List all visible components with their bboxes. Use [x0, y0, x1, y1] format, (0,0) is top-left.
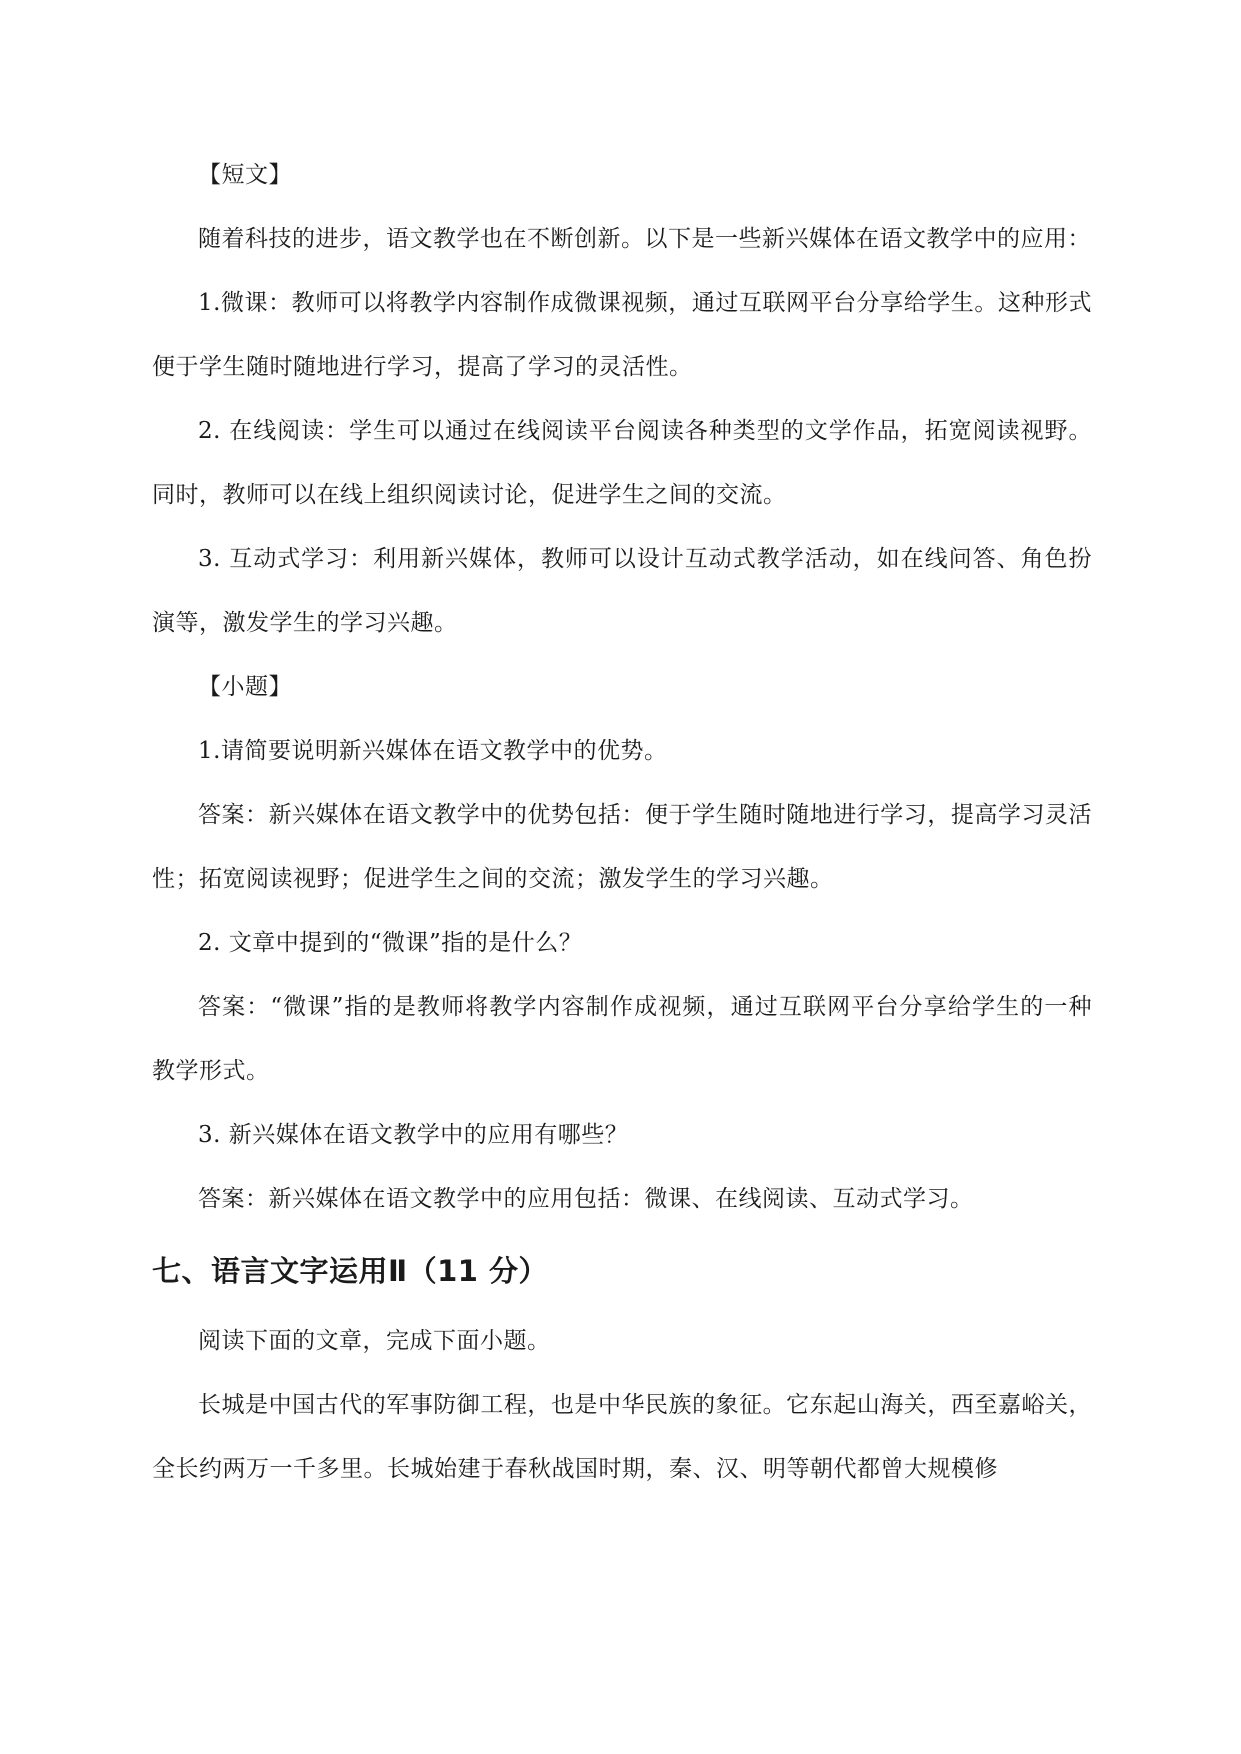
passage-intro: 随着科技的进步，语文教学也在不断创新。以下是一些新兴媒体在语文教学中的应用：: [198, 226, 1091, 252]
section-paragraph: 长城是中国古代的军事防御工程，也是中华民族的象征。它东起山海关，西至嘉峪关，全长约两万一千多里。长城始建于春秋战国时期，秦、汉、明等朝代都曾大规模修: [152, 1392, 1092, 1482]
question-2: 2. 文章中提到的“微课”指的是什么？: [198, 930, 583, 956]
answer-3: 答案：新兴媒体在语文教学中的应用包括：微课、在线阅读、互动式学习。: [198, 1186, 974, 1212]
answer-2: 答案：“微课”指的是教师将教学内容制作成视频，通过互联网平台分享给学生的一种教学形式。: [152, 994, 1092, 1084]
section-instruction: 阅读下面的文章，完成下面小题。: [198, 1328, 551, 1354]
passage-item-1: 1.微课：教师可以将教学内容制作成微课视频，通过互联网平台分享给学生。这种形式便于学生随时随地进行学习，提高了学习的灵活性。: [152, 290, 1092, 380]
passage-label: 【短文】: [198, 162, 292, 188]
page-content: [152, 143, 1092, 1501]
passage-item-3: 3. 互动式学习：利用新兴媒体，教师可以设计互动式教学活动，如在线问答、角色扮演等，激发学生的学习兴趣。: [152, 546, 1092, 636]
questions-label: 【小题】: [198, 674, 292, 700]
answer-1: 答案：新兴媒体在语文教学中的优势包括：便于学生随时随地进行学习，提高学习灵活性；拓宽阅读视野；促进学生之间的交流；激发学生的学习兴趣。: [152, 802, 1092, 892]
question-3: 3. 新兴媒体在语文教学中的应用有哪些？: [198, 1122, 629, 1148]
section-heading: 七、语言文字运用Ⅱ（11 分）: [152, 1254, 549, 1288]
question-1: 1.请简要说明新兴媒体在语文教学中的优势。: [198, 738, 668, 764]
passage-item-2: 2. 在线阅读：学生可以通过在线阅读平台阅读各种类型的文学作品，拓宽阅读视野。同时，教师可以在线上组织阅读讨论，促进学生之间的交流。: [152, 418, 1092, 508]
